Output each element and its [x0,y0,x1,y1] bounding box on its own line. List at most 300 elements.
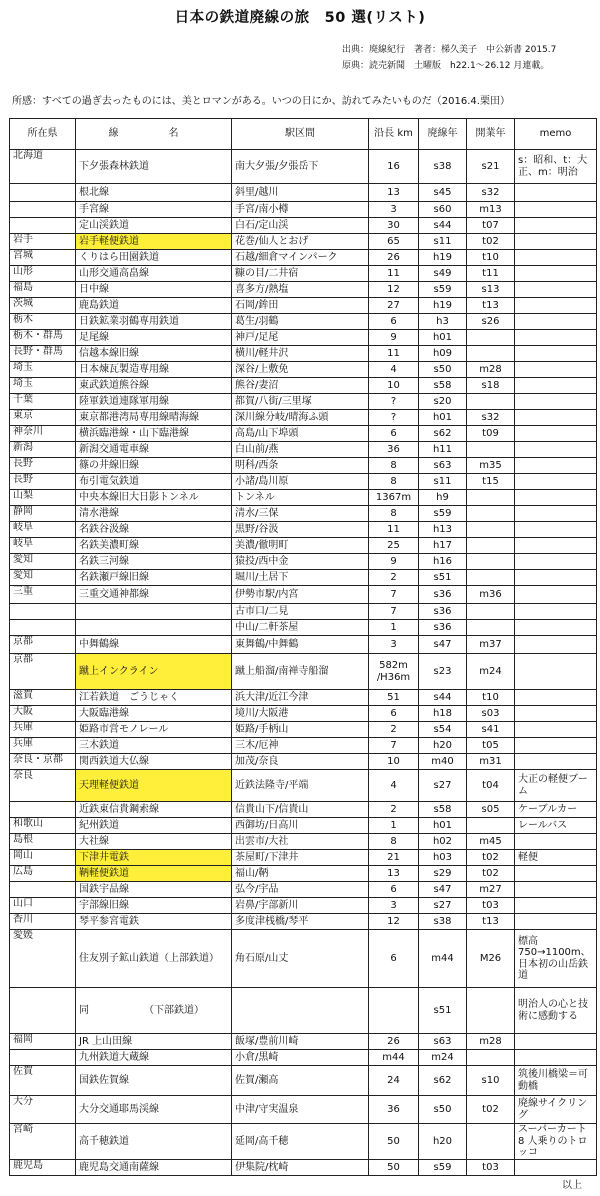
row-section [232,988,369,1034]
row-line-name [76,604,232,620]
row-line-name: 横浜臨港線・山下臨港線 [76,426,232,442]
row-abolished-year: s62 [419,426,467,442]
table-row [10,442,597,458]
row-prefecture: 和歌山 [10,818,76,834]
row-length: 10 [369,754,419,770]
row-abolished-year: s45 [419,184,467,202]
row-prefecture: 香川 [10,914,76,930]
row-prefecture: 滋賀 [10,690,76,706]
row-line-name: 中舞鶴線 [76,636,232,654]
row-section: 白山前/燕 [232,442,369,458]
row-section: 南大夕張/夕張岳下 [232,150,369,184]
table-row [10,1096,597,1124]
row-length: m44 [369,1050,419,1066]
row-abolished-year: h02 [419,834,467,850]
row-prefecture: 大阪 [10,706,76,722]
row-line-name: 鹿児島交通南薩線 [76,1160,232,1176]
row-length: 2 [369,722,419,738]
row-prefecture: 兵庫 [10,738,76,754]
row-abolished-year: h17 [419,538,467,554]
row-section: 境川/大阪港 [232,706,369,722]
table-row [10,898,597,914]
row-length: 11 [369,266,419,282]
row-abolished-year: s60 [419,202,467,218]
row-prefecture: 長野・群馬 [10,346,76,362]
table-row [10,604,597,620]
row-memo [515,490,597,506]
row-abolished-year: s58 [419,378,467,394]
row-abolished-year: h03 [419,850,467,866]
row-length: 50 [369,1160,419,1176]
row-length: 7 [369,586,419,604]
row-section: 斜里/越川 [232,184,369,202]
row-length: 3 [369,202,419,218]
row-prefecture: 栃木 [10,314,76,330]
row-abolished-year: h11 [419,442,467,458]
table-row [10,282,597,298]
row-memo: 廃線サイクリング [515,1096,597,1124]
row-abolished-year: s36 [419,604,467,620]
row-abolished-year: m40 [419,754,467,770]
row-section: 中津/守実温泉 [232,1096,369,1124]
row-length: 11 [369,346,419,362]
row-prefecture [10,802,76,818]
row-memo: 標高750→1100m、日本初の山岳鉄道 [515,930,597,988]
row-section: 小諸/島川原 [232,474,369,490]
row-memo: ケーブルカー [515,802,597,818]
row-opened-year [467,490,515,506]
table-row [10,490,597,506]
row-line-name: 鞆軽便鉄道 [76,866,232,882]
row-memo [515,522,597,538]
table-row [10,1160,597,1176]
row-prefecture: 茨城 [10,298,76,314]
row-opened-year: s05 [467,802,515,818]
table-row [10,770,597,802]
row-section: 岩鼻/宇部新川 [232,898,369,914]
row-line-name: 日本煉瓦製造専用線 [76,362,232,378]
row-opened-year: m24 [467,654,515,690]
row-opened-year: t10 [467,250,515,266]
row-section: 浜大津/近江今津 [232,690,369,706]
row-memo [515,914,597,930]
row-length: 4 [369,770,419,802]
row-length: 30 [369,218,419,234]
row-prefecture: 埼玉 [10,378,76,394]
row-memo [515,184,597,202]
row-abolished-year: s36 [419,620,467,636]
table-row [10,506,597,522]
original-source-line: 原典：読売新聞 土曜版 h22.1～26.12 月連載。 [342,61,550,71]
row-line-name: 日中線 [76,282,232,298]
row-prefecture: 愛媛 [10,930,76,988]
row-length: 13 [369,866,419,882]
row-memo [515,202,597,218]
row-memo [515,378,597,394]
row-opened-year: t15 [467,474,515,490]
row-prefecture: 新潟 [10,442,76,458]
row-length: 8 [369,506,419,522]
row-prefecture: 埼玉 [10,362,76,378]
row-memo [515,314,597,330]
row-prefecture: 京都 [10,654,76,690]
header-opened-year: 開業年 [467,119,515,150]
row-prefecture [10,988,76,1034]
row-memo [515,1050,597,1066]
row-opened-year: t13 [467,914,515,930]
row-line-name: 国鉄宇品線 [76,882,232,898]
row-prefecture: 長野 [10,474,76,490]
row-abolished-year: h3 [419,314,467,330]
row-opened-year: t02 [467,1096,515,1124]
row-memo [515,346,597,362]
table-row [10,234,597,250]
row-opened-year: t07 [467,218,515,234]
row-prefecture: 千葉 [10,394,76,410]
row-length: 6 [369,314,419,330]
row-section: 信貴山下/信貴山 [232,802,369,818]
row-line-name: 布引電気鉄道 [76,474,232,490]
row-prefecture: 神奈川 [10,426,76,442]
row-opened-year: m31 [467,754,515,770]
row-memo [515,654,597,690]
row-length: 6 [369,882,419,898]
row-opened-year [467,522,515,538]
row-abolished-year: s51 [419,570,467,586]
table-row [10,150,597,184]
row-abolished-year: h18 [419,706,467,722]
row-length: 2 [369,570,419,586]
row-line-name: 名鉄美濃町線 [76,538,232,554]
row-opened-year: m45 [467,834,515,850]
table-row [10,378,597,394]
row-length: 50 [369,1124,419,1160]
row-section: 出雲市/大社 [232,834,369,850]
row-length [369,988,419,1034]
row-line-name: 天理軽便鉄道 [76,770,232,802]
row-line-name: 大阪臨港線 [76,706,232,722]
row-length: 7 [369,604,419,620]
row-prefecture: 鹿児島 [10,1160,76,1176]
row-line-name: 名鉄谷汲線 [76,522,232,538]
table-row [10,654,597,690]
row-prefecture: 福岡 [10,1034,76,1050]
row-opened-year [467,1050,515,1066]
row-opened-year: t10 [467,690,515,706]
header-length: 沿長 km [369,119,419,150]
row-line-name: 三木鉄道 [76,738,232,754]
row-abolished-year: h19 [419,298,467,314]
row-line-name: 東京都港湾局専用線晴海線 [76,410,232,426]
table-row [10,882,597,898]
row-line-name: 関西鉄道大仏線 [76,754,232,770]
table-row [10,570,597,586]
row-length: 36 [369,1096,419,1124]
row-memo [515,442,597,458]
row-memo [515,690,597,706]
row-opened-year: s41 [467,722,515,738]
table-row [10,346,597,362]
row-abolished-year: s38 [419,914,467,930]
row-abolished-year: h09 [419,346,467,362]
row-opened-year: t02 [467,850,515,866]
row-section: 加茂/奈良 [232,754,369,770]
row-section: 深谷/上敷免 [232,362,369,378]
row-section: 佐賀/瀬高 [232,1066,369,1096]
row-length: 1367m [369,490,419,506]
row-line-name: 中央本線旧大日影トンネル [76,490,232,506]
row-abolished-year: h20 [419,1124,467,1160]
row-section: 多度津桟橋/琴平 [232,914,369,930]
table-row [10,184,597,202]
row-line-name: 同 （下部鉄道） [76,988,232,1034]
row-opened-year: s32 [467,410,515,426]
row-length: 3 [369,898,419,914]
row-length: 6 [369,706,419,722]
row-length: ? [369,394,419,410]
row-prefecture: 奈良・京都 [10,754,76,770]
row-memo [515,636,597,654]
header-line-name: 線 名 [76,119,232,150]
row-prefecture: 宮城 [10,250,76,266]
row-section: 近鉄法隆寺/平端 [232,770,369,802]
row-abolished-year: s36 [419,586,467,604]
table-row [10,866,597,882]
row-opened-year [467,346,515,362]
row-abolished-year: s29 [419,866,467,882]
row-line-name: 陸軍鉄道連隊軍用線 [76,394,232,410]
row-length: ? [369,410,419,426]
row-section: 手宮/南小樽 [232,202,369,218]
row-section: 黒野/谷汲 [232,522,369,538]
row-opened-year: m13 [467,202,515,218]
row-abolished-year: h01 [419,818,467,834]
row-opened-year: m35 [467,458,515,474]
row-memo [515,834,597,850]
row-line-name: 大社線 [76,834,232,850]
row-prefecture: 福島 [10,282,76,298]
row-prefecture: 奈良 [10,770,76,802]
row-abolished-year: s23 [419,654,467,690]
row-memo: 軽便 [515,850,597,866]
row-opened-year: m36 [467,586,515,604]
row-memo: スーパーカート 8 人乗りのトロッコ [515,1124,597,1160]
row-length: 9 [369,330,419,346]
row-line-name: 近鉄東信貴鋼索線 [76,802,232,818]
row-memo [515,298,597,314]
row-section: 姫路/手柄山 [232,722,369,738]
table-row [10,314,597,330]
row-line-name: 住友別子鉱山鉄道（上部鉄道） [76,930,232,988]
row-memo [515,394,597,410]
row-line-name: 鹿島鉄道 [76,298,232,314]
header-section: 駅区間 [232,119,369,150]
row-abolished-year: s44 [419,690,467,706]
row-length: 16 [369,150,419,184]
row-section: 神戸/足尾 [232,330,369,346]
row-opened-year: m28 [467,1034,515,1050]
row-prefecture: 長野 [10,458,76,474]
row-line-name: 足尾線 [76,330,232,346]
row-line-name: 信越本線旧線 [76,346,232,362]
row-section: 喜多方/熱塩 [232,282,369,298]
row-line-name: 定山渓鉄道 [76,218,232,234]
table-row [10,690,597,706]
row-prefecture: 岐阜 [10,522,76,538]
row-abolished-year: s59 [419,1160,467,1176]
row-length: 8 [369,834,419,850]
row-memo [515,866,597,882]
row-length: 2 [369,802,419,818]
row-opened-year: t03 [467,898,515,914]
table-row [10,1066,597,1096]
row-opened-year: s32 [467,184,515,202]
row-abolished-year: s59 [419,506,467,522]
row-opened-year [467,570,515,586]
row-prefecture: 栃木・群馬 [10,330,76,346]
row-opened-year: m37 [467,636,515,654]
table-row [10,754,597,770]
row-section: 福山/鞆 [232,866,369,882]
header-abolished-year: 廃線年 [419,119,467,150]
row-opened-year: M26 [467,930,515,988]
row-section: 飯塚/豊前川崎 [232,1034,369,1050]
row-length: 10 [369,378,419,394]
row-length: 51 [369,690,419,706]
row-memo [515,330,597,346]
row-section: 明科/西条 [232,458,369,474]
row-memo [515,554,597,570]
row-section: 横川/軽井沢 [232,346,369,362]
row-opened-year: t11 [467,266,515,282]
row-abolished-year: s38 [419,150,467,184]
row-section: 石越/細倉マインパーク [232,250,369,266]
row-section: 中山/二軒茶屋 [232,620,369,636]
end-note: 以上 [562,1180,582,1191]
row-abolished-year: h01 [419,410,467,426]
row-memo [515,474,597,490]
row-memo [515,506,597,522]
header-memo: memo [515,119,597,150]
row-section: 弘今/宇品 [232,882,369,898]
row-abolished-year: s59 [419,282,467,298]
row-length: 8 [369,474,419,490]
row-opened-year [467,538,515,554]
row-length: 1 [369,620,419,636]
table-row [10,298,597,314]
row-line-name: 名鉄三河線 [76,554,232,570]
row-memo [515,620,597,636]
table-row [10,250,597,266]
row-prefecture: 三重 [10,586,76,604]
row-memo [515,282,597,298]
row-opened-year: t02 [467,866,515,882]
row-length: 21 [369,850,419,866]
row-length: 1 [369,818,419,834]
row-section: 西御坊/日高川 [232,818,369,834]
row-opened-year: m28 [467,362,515,378]
row-prefecture: 山梨 [10,490,76,506]
row-prefecture: 岡山 [10,850,76,866]
table-header-row [10,119,597,150]
row-section: 高島/山下埠頭 [232,426,369,442]
table-row [10,218,597,234]
row-prefecture: 岩手 [10,234,76,250]
row-prefecture [10,184,76,202]
row-length: 4 [369,362,419,378]
row-prefecture: 大分 [10,1096,76,1124]
row-prefecture: 宮崎 [10,1124,76,1160]
row-abolished-year: s51 [419,988,467,1034]
row-memo: 大正の軽便ブーム [515,770,597,802]
row-abolished-year: s63 [419,458,467,474]
row-line-name: 九州鉄道大蔵線 [76,1050,232,1066]
row-section: 白石/定山渓 [232,218,369,234]
row-opened-year: t13 [467,298,515,314]
row-opened-year: s21 [467,150,515,184]
header-prefecture: 所在県 [10,119,76,150]
row-line-name: 蹴上インクライン [76,654,232,690]
row-opened-year [467,442,515,458]
row-prefecture [10,882,76,898]
row-section: 小倉/黒崎 [232,1050,369,1066]
row-abolished-year: s54 [419,722,467,738]
row-length: 12 [369,914,419,930]
row-opened-year [467,506,515,522]
table-row [10,586,597,604]
row-line-name: 琴平参宮電鉄 [76,914,232,930]
row-memo: 筑後川橋梁＝可動橋 [515,1066,597,1096]
row-memo: 明治人の心と技術に感動する [515,988,597,1034]
row-abolished-year: h19 [419,250,467,266]
row-length: 27 [369,298,419,314]
table-row [10,1034,597,1050]
row-section: 熊谷/妻沼 [232,378,369,394]
row-abolished-year: s11 [419,234,467,250]
row-prefecture [10,604,76,620]
table-row [10,458,597,474]
row-prefecture: 北海道 [10,150,76,184]
table-row [10,266,597,282]
row-line-name: 新潟交通電車線 [76,442,232,458]
row-opened-year: t03 [467,1160,515,1176]
row-prefecture: 佐賀 [10,1066,76,1096]
table-row [10,722,597,738]
row-section: 都賀/八街/三里塚 [232,394,369,410]
row-section: 深川線分岐/晴海ふ頭 [232,410,369,426]
row-line-name: 下夕張森林鉄道 [76,150,232,184]
table-row [10,914,597,930]
row-abolished-year: m24 [419,1050,467,1066]
row-prefecture: 山形 [10,266,76,282]
row-abolished-year: s50 [419,1096,467,1124]
table-row [10,202,597,218]
row-memo [515,458,597,474]
row-length: 8 [369,458,419,474]
row-abolished-year: s50 [419,362,467,378]
row-abolished-year: s27 [419,898,467,914]
row-opened-year [467,988,515,1034]
row-abolished-year: h20 [419,738,467,754]
table-row [10,1124,597,1160]
row-opened-year: s10 [467,1066,515,1096]
row-opened-year: s13 [467,282,515,298]
row-abolished-year: s44 [419,218,467,234]
row-memo [515,722,597,738]
row-length: 25 [369,538,419,554]
row-section: 茶屋町/下津井 [232,850,369,866]
row-line-name: 日鉄鉱業羽鶴専用鉄道 [76,314,232,330]
